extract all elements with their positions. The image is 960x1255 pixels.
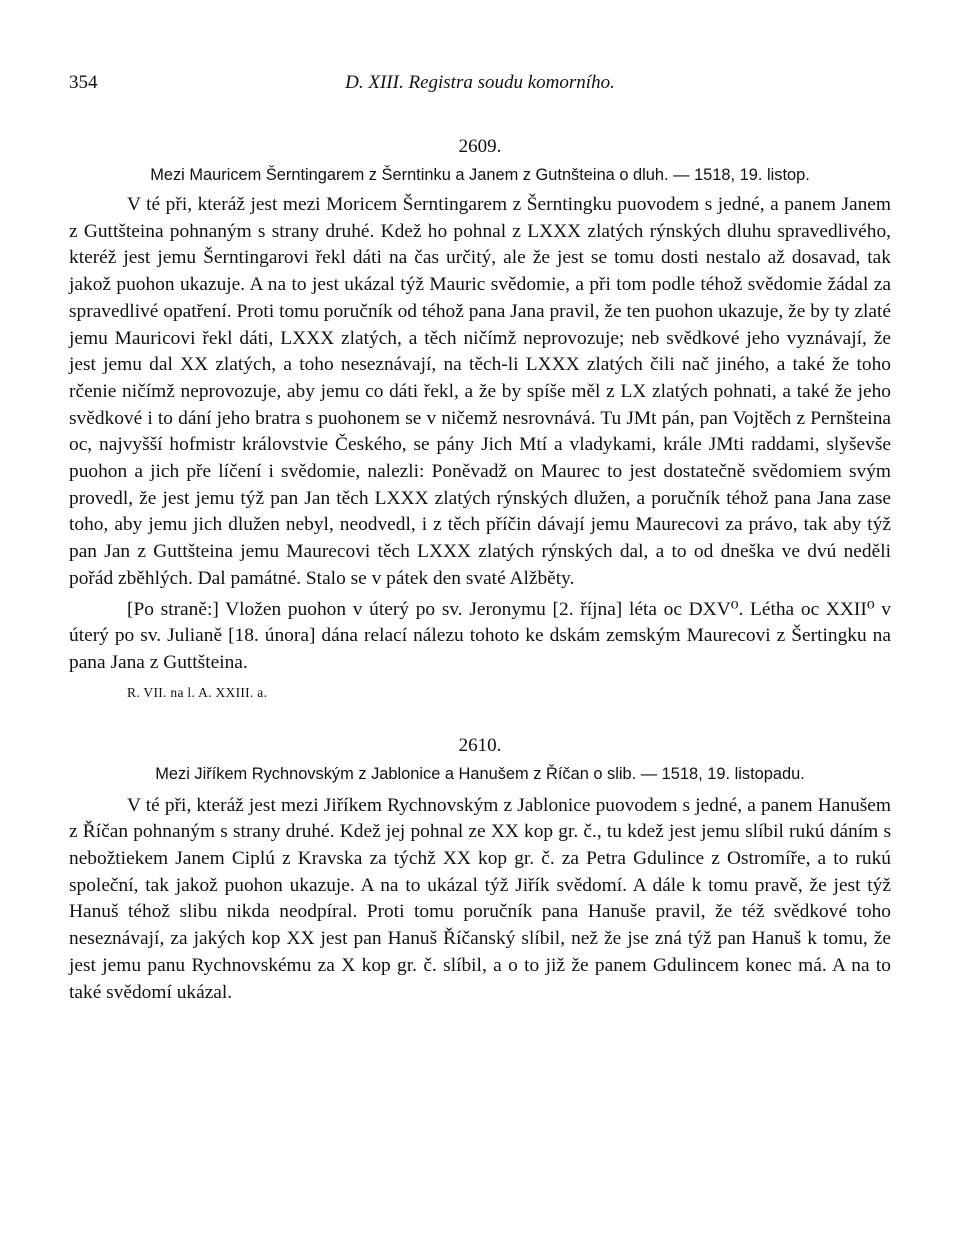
entry-summary: Mezi Mauricem Šerntingarem z Šerntinku a Janem z Gutnšteina o dluh. — 1518, 19. listop. — [150, 166, 810, 184]
entry-body: V té při, kteráž jest mezi Jiříkem Rychnovským z Jablonice puovodem s jedné, a panem Hanušem z Říčan pohnaným s strany druhé. Kdež jej pohnal ze XX kop gr. č., tu kdež jest jemu slíbil rukú dáním s nebožtiekem Janem Ciplú z Kravska za týchž XX kop gr. č. za Petra Gdulince z Ostromíře, a to rukú společní, tak jakož puohon ukazuje. A na to ukázal týž Jiřík svědomí. A dále k tomu pravě, že jest týž Hanuš téhož slibu nikda neodpíral. Proti tomu poručník pana Hanuše pravil, že též svědkové toho neseznávají, za jakých kop XX jest pan Hanuš Říčanský slíbil, než že jse zná týž pan Hanuš k tomu, že jest jemu panu Rychnovskému za X kop gr. č. slíbil, a o to již že panem Gdulincem konec má. A na to také svědomí ukázal. — [69, 794, 891, 1003]
entry-body: V té při, kteráž jest mezi Moricem Šerntingarem z Šerntingku puovodem s jedné, a panem Janem z Guttšteina pohnaným s strany druhé. Kdež ho pohnal z LXXX zlatých rýnských dluhu spravedlivého, kteréž jest jemu Šerntingarovi řekl dáti na čas určitý, ale že jest se tomu dosti nestalo až dosavad, tak jakož puohon ukazuje. A na to jest ukázal týž Mauric svědomie, a při tom podle téhož svědomie žádal za spravedlivé opatření. Proti tomu poručník od téhož pana Jana pravil, že ten puohon ukazuje, že by ty zlaté jemu Mauricovi řekl dáti, LXXX zlatých, a těch ničímž neprovozuje; neb svědkové jeho vyznávají, že jest jemu dal XX zlatých, a toho neseznávají, na těch-li LXXX zlatých čili nač jiného, a také že toho rčenie ničímž neprovozuje, aby jemu co dáti řekl, a že by spíše měl z LX zlatých pohnati, a také že jeho svědkové i to dání jeho bratra s puohonem se v ničemž nesrovnává. Tu JMt pán, pan Vojtěch z Pernšteina oc, najvyšší hofmistr královstvie Českého, se pány Jich Mtí a vladykami, krále JMti raddami, slyševše puohon a jich pře líčení i svědomie, nalezli: Poněvadž on Maurec to jest dostatečně svědomiem svým provedl, že jest jemu týž pan Jan těch LXXX zlatých rýnských dlužen, a poručník téhož pana Jana zase toho, aby jemu jich dlužen nebyl, neodvedl, i z těch příčin dávají jemu Maurecovi za právo, tak aby týž pan Jan z Guttšteina jemu Maurecovi těch LXXX zlatých rýnských dal, a to od dneška ve dvú neděli pořád zběhlých. Dal památné. Stalo se v pátek den svaté Alžběty. — [69, 194, 891, 589]
entry-2610 — [69, 733, 891, 1007]
entry-number: 2610. — [458, 734, 502, 756]
entry-2609 — [69, 134, 891, 703]
marginal-note: [Po straně:] Vložen puohon v úterý po sv. Jeronymu [2. října] léta oc DXV⁰. Létha oc XXII⁰ v úterý po sv. Julianě [18. února] dána relací nálezu tohoto ke dskám zemským Maurecovi z Šertingku na pana Jana z Guttšteina. — [69, 598, 891, 673]
document-page — [69, 0, 891, 1006]
source-reference: R. VII. na l. A. XXIII. a. — [127, 684, 268, 700]
entry-number: 2609. — [458, 136, 502, 157]
running-title: D. XIII. Registra soudu komorního. — [345, 72, 615, 93]
entry-summary: Mezi Jiříkem Rychnovským z Jablonice a Hanušem z Říčan o slib. — 1518, 19. listopadu. — [155, 764, 805, 783]
running-head — [69, 72, 891, 102]
page-number: 354 — [69, 72, 98, 93]
